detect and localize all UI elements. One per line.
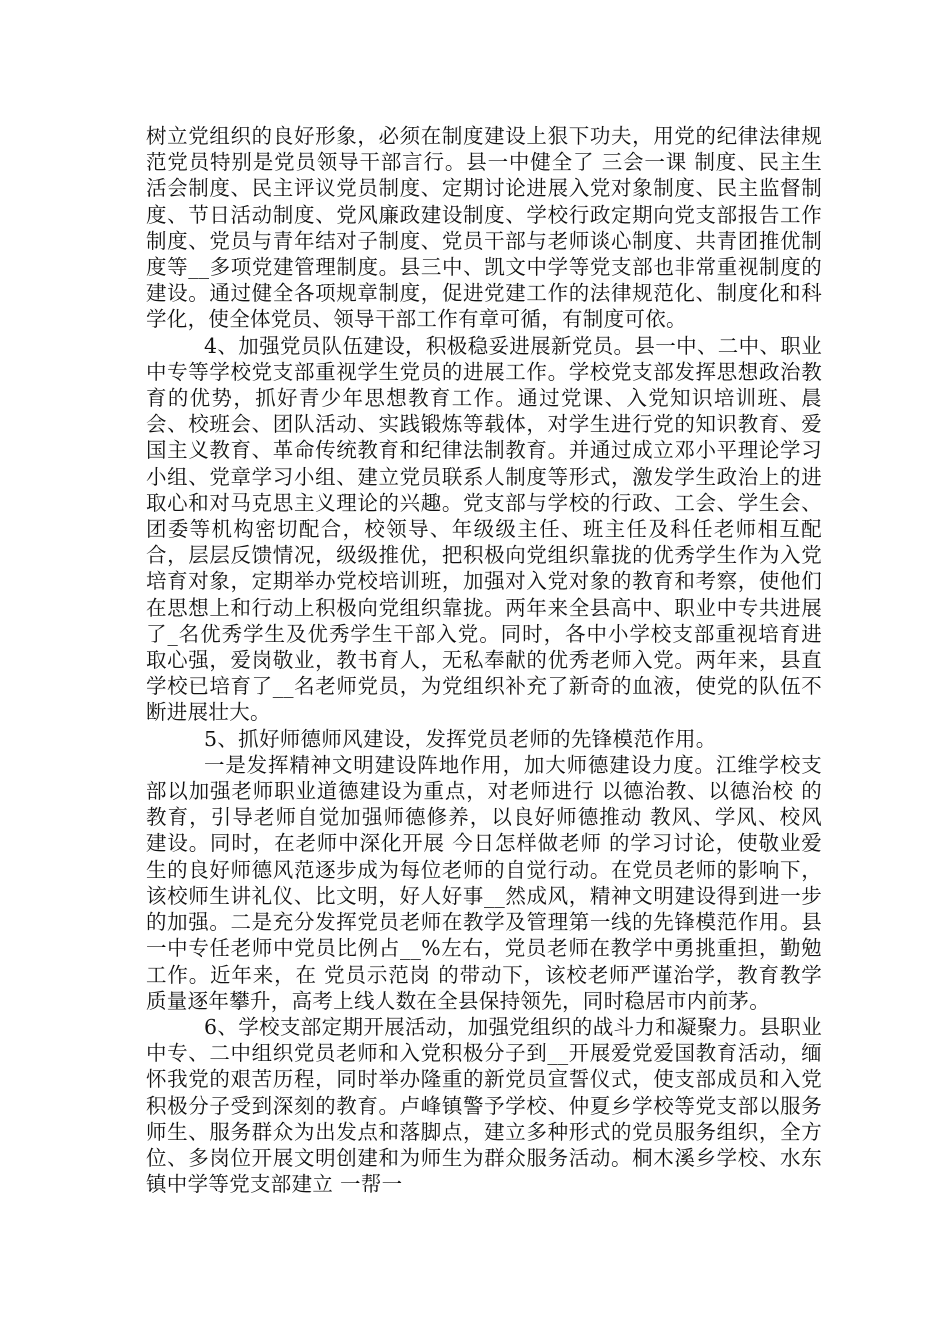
paragraph-section-5-heading: 5、抓好师德师风建设，发挥党员老师的先锋模范作用。 (204, 726, 717, 751)
paragraph-section-6: 6、学校支部定期开展活动，加强党组织的战斗力和凝聚力。县职业中专、二中组织党员老师和入党积极分子到__开展爱党爱国教育活动，缅怀我党的艰苦历程，同时举办隆重的新党员宣誓仪式，使支部成员和入党积极分子受到深刻的教育。卢峰镇警予学校、仲夏乡学校等党支部以服务师生、服务群众为出发点和落脚点，建立多种形式的党员服务组织，全方位、多岗位开展文明创建和为师生为群众服务活动。桐木溪乡学校、水东镇中学等党支部建立 一帮一 (146, 1014, 822, 1197)
document-body (146, 123, 822, 1197)
paragraph-section-5-body: 一是发挥精神文明建设阵地作用，加大师德建设力度。江维学校支部以加强老师职业道德建设为重点，对老师进行 以德治教、以德治校 的教育，引导老师自觉加强师德修养，以良好师德推动 教风、学风、校风 建设。同时，在老师中深化开展 今日怎样做老师 的学习讨论，使敬业爱生的良好师德风范逐步成为每位老师的自觉行动。在党员老师的影响下，该校师生讲礼仪、比文明，好人好事__然成风，精神文明建设得到进一步的加强。二是充分发挥党员老师在教学及管理第一线的先锋模范作用。县一中专任老师中党员比例占__%左右，党员老师在教学中勇挑重担，勤勉工作。近年来，在 党员示范岗 的带动下，该校老师严谨治学，教育教学质量逐年攀升，高考上线人数在全县保持领先，同时稳居市内前茅。 (146, 752, 822, 1013)
paragraph-regulations: 树立党组织的良好形象，必须在制度建设上狠下功夫，用党的纪律法律规范党员特别是党员领导干部言行。县一中健全了 三会一课 制度、民主生活会制度、民主评议党员制度、定期讨论进展入党对象制度、民主监督制度、节日活动制度、党风廉政建设制度、学校行政定期向党支部报告工作制度、党员与青年结对子制度、党员干部与老师谈心制度、共青团推优制度等__多项党建管理制度。县三中、凯文中学等党支部也非常重视制度的建设。通过健全各项规章制度，促进党建工作的法律规范化、制度化和科学化，使全体党员、领导干部工作有章可循，有制度可依。 (146, 124, 822, 332)
paragraph-section-4: 4、加强党员队伍建设，积极稳妥进展新党员。县一中、二中、职业中专等学校党支部重视学生党员的进展工作。学校党支部发挥思想政治教育的优势，抓好青少年思想教育工作。通过党课、入党知识培训班、晨会、校班会、团队活动、实践锻炼等载体，对学生进行党的知识教育、爱国主义教育、革命传统教育和纪律法制教育。并通过成立邓小平理论学习小组、党章学习小组、建立党员联系人制度等形式，激发学生政治上的进取心和对马克思主义理论的兴趣。党支部与学校的行政、工会、学生会、团委等机构密切配合，校领导、年级级主任、班主任及科任老师相互配合，层层反馈情况，级级推优，把积极向党组织靠拢的优秀学生作为入党培育对象，定期举办党校培训班，加强对入党对象的教育和考察，使他们在思想上和行动上积极向党组织靠拢。两年来全县高中、职业中专共进展了_名优秀学生及优秀学生干部入党。同时，各中小学校支部重视培育进取心强，爱岗敬业，教书育人，无私奉献的优秀老师入党。两年来，县直学校已培育了__名老师党员，为党组织补充了新奇的血液，使党的队伍不断进展壮大。 (146, 333, 822, 725)
